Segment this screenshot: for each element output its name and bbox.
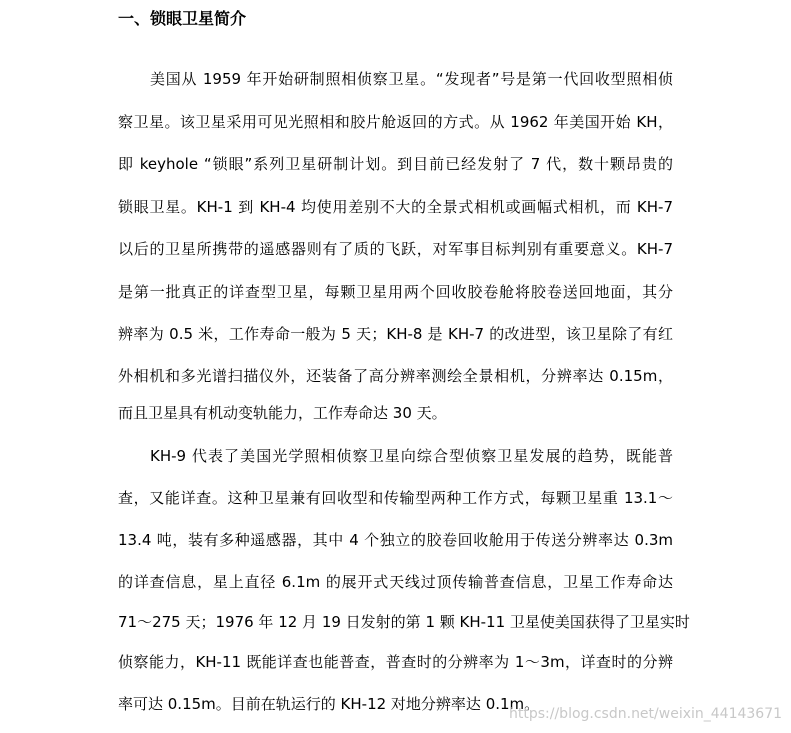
- paragraph-line: 美国从 1959 年开始研制照相侦察卫星。“发现者”号是第一代回收型照相侦: [150, 70, 673, 88]
- paragraph-line: 查，又能详查。这种卫星兼有回收型和传输型两种工作方式，每颗卫星重 13.1～: [118, 489, 673, 507]
- paragraph-line: 13.4 吨，装有多种遥感器，其中 4 个独立的胶卷回收舱用于传送分辨率达 0.3m: [118, 531, 673, 549]
- section-heading: 一、锁眼卫星简介: [118, 9, 247, 28]
- paragraph-line: 侦察能力，KH-11 既能详查也能普查，普查时的分辨率为 1～3m，详查时的分辨: [118, 653, 673, 671]
- paragraph-line: 71～275 天；1976 年 12 月 19 日发射的第 1 颗 KH-11 卫星使美国获得了卫星实时: [118, 613, 690, 631]
- paragraph-line: 率可达 0.15m。目前在轨运行的 KH-12 对地分辨率达 0.1m。: [118, 695, 540, 713]
- paragraph-line: 察卫星。该卫星采用可见光照相和胶片舱返回的方式。从 1962 年美国开始 KH，: [118, 113, 673, 131]
- paragraph-line: 的详查信息，星上直径 6.1m 的展开式天线过顶传输普查信息，卫星工作寿命达: [118, 573, 673, 591]
- paragraph-line: 外相机和多光谱扫描仪外，还装备了高分辨率测绘全景相机，分辨率达 0.15m，: [118, 367, 673, 385]
- watermark-url: https://blog.csdn.net/weixin_44143671: [509, 706, 783, 722]
- paragraph-line: 锁眼卫星。KH-1 到 KH-4 均使用差别不大的全景式相机或画幅式相机，而 KH-7: [118, 198, 673, 216]
- paragraph-line: 即 keyhole “锁眼”系列卫星研制计划。到目前已经发射了 7 代，数十颗昂贵的: [118, 155, 673, 173]
- paragraph-line: 辨率为 0.5 米，工作寿命一般为 5 天；KH-8 是 KH-7 的改进型，该卫星除了有红: [118, 325, 673, 343]
- paragraph-line: 是第一批真正的详查型卫星，每颗卫星用两个回收胶卷舱将胶卷送回地面，其分: [118, 283, 673, 301]
- paragraph-line: KH-9 代表了美国光学照相侦察卫星向综合型侦察卫星发展的趋势，既能普: [150, 447, 673, 465]
- paragraph-line: 以后的卫星所携带的遥感器则有了质的飞跃，对军事目标判别有重要意义。KH-7: [118, 240, 673, 258]
- paragraph-line: 而且卫星具有机动变轨能力，工作寿命达 30 天。: [118, 404, 447, 422]
